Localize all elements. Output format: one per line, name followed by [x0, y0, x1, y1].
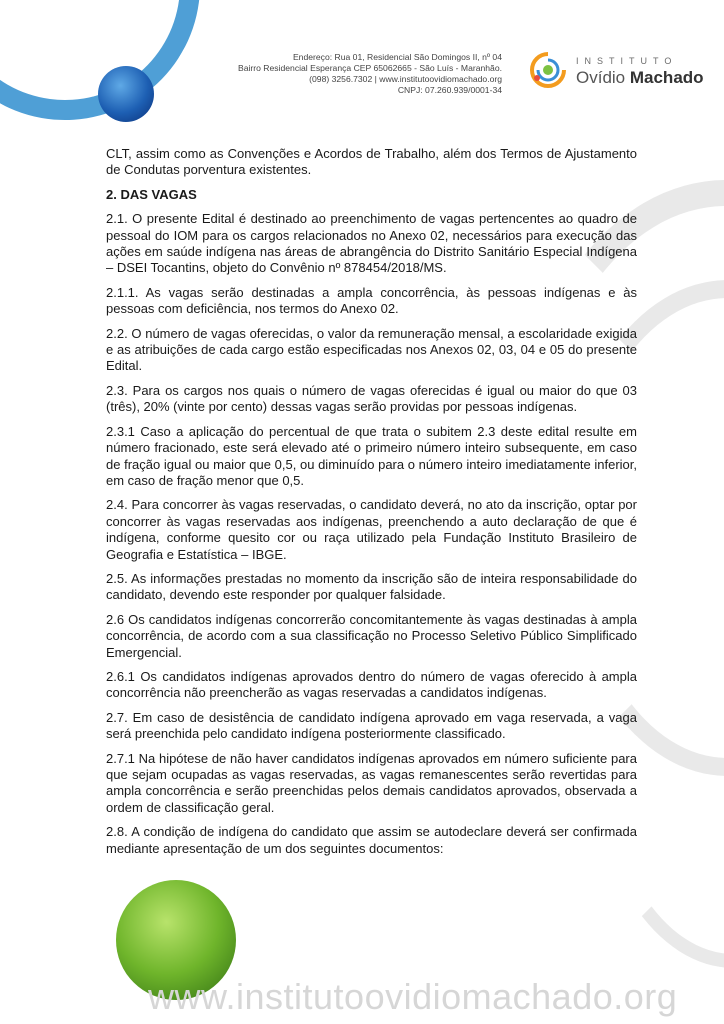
paragraph: CLT, assim como as Convenções e Acordos de Trabalho, além dos Termos de Ajustamento de Condutas porventura existentes. [106, 146, 637, 178]
paragraph: 2.5. As informações prestadas no momento da inscrição são de inteira responsabilidade do candidato, devendo este responder por qualquer falsidade. [106, 570, 637, 603]
document-body [106, 146, 637, 865]
logo-last-name: Machado [629, 68, 704, 87]
paragraph: 2.7. Em caso de desistência de candidato indígena aprovado em vaga reservada, a vaga será preenchida pelo candidato indígena posteriormente classificado. [106, 709, 637, 742]
paragraph: 2.1. O presente Edital é destinado ao preenchimento de vagas pertencentes ao quadro de pessoal do IOM para os cargos relacionados no Anexo 02, necessários para execução das ações em saúde indígena nas áreas de abrangência do Distrito Sanitário Especial Indígena – DSEI Tocantins, objeto do Convênio nº 878454/2018/MS. [106, 211, 637, 276]
paragraph: 2.8. A condição de indígena do candidato que assim se autodeclare deverá ser confirmada mediante apresentação de um dos seguintes documentos: [106, 824, 637, 856]
address-line: Bairro Residencial Esperança CEP 65062665 - São Luís - Maranhão. [237, 63, 502, 73]
paragraph: 2.7.1 Na hipótese de não haver candidatos indígenas aprovados em número suficiente para que sejam ocupadas as vagas reservadas, as vagas remanescentes serão revertidas para ampla concorrência e serão preenchidas pelos demais candidatos aprovados, observada a ordem de classificação geral. [106, 750, 637, 815]
logo-top-text: INSTITUTO [576, 56, 678, 66]
footer-url: www.institutoovidiomachado.org [148, 976, 678, 1017]
paragraph: 2.1.1. As vagas serão destinadas a ampla concorrência, às pessoas indígenas e às pessoas com deficiência, nos termos do Anexo 02. [106, 284, 637, 317]
paragraph: 2.3. Para os cargos nos quais o número de vagas oferecidas é igual ou maior do que 03 (três), 20% (vinte por cento) dessas vagas serão providas por pessoas indígenas. [106, 382, 637, 415]
logo-first-name: Ovídio [576, 68, 630, 87]
logo-main-text [576, 68, 704, 88]
header-address [238, 52, 502, 96]
section-title: 2. DAS VAGAS [106, 186, 197, 202]
institute-logo [528, 50, 708, 98]
address-line: (098) 3256.7302 | www.institutoovidiomachado.org [309, 74, 502, 84]
decorative-blue-sphere [98, 66, 154, 122]
paragraph: 2.3.1 Caso a aplicação do percentual de que trata o subitem 2.3 deste edital resulte em número fracionado, este será elevado até o primeiro número inteiro subsequente, em caso de fração igual ou maior que 0,5, ou diminuído para o número inteiro imediatamente inferior, em caso de fração menor que 0,5. [106, 423, 637, 488]
paragraph: 2.6.1 Os candidatos indígenas aprovados dentro do número de vagas oferecido à ampla concorrência não preencherão as vagas reservadas a candidatos indígenas. [106, 668, 637, 701]
address-line: CNPJ: 07.260.939/0001-34 [397, 85, 502, 95]
address-line: Endereço: Rua 01, Residencial São Domingos II, nº 04 [292, 52, 502, 62]
paragraph: 2.6 Os candidatos indígenas concorrerão concomitantemente às vagas destinadas à ampla concorrência, de acordo com a sua classificação no Processo Seletivo Público Simplificado Emergencial. [106, 611, 637, 660]
logo-icon [528, 50, 568, 90]
paragraph: 2.4. Para concorrer às vagas reservadas, o candidato deverá, no ato da inscrição, optar por concorrer às vagas reservadas aos indígenas, preenchendo a auto declaração de que é indígena, conforme quesito cor ou raça utilizado pela Fundação Instituto Brasileiro de Geografia e Estatística – IBGE. [106, 497, 637, 562]
paragraph: 2.2. O número de vagas oferecidas, o valor da remuneração mensal, a escolaridade exigida e as atribuições de cada cargo estão especificadas nos Anexos 02, 03, 04 e 05 do presente Edital. [106, 325, 637, 374]
